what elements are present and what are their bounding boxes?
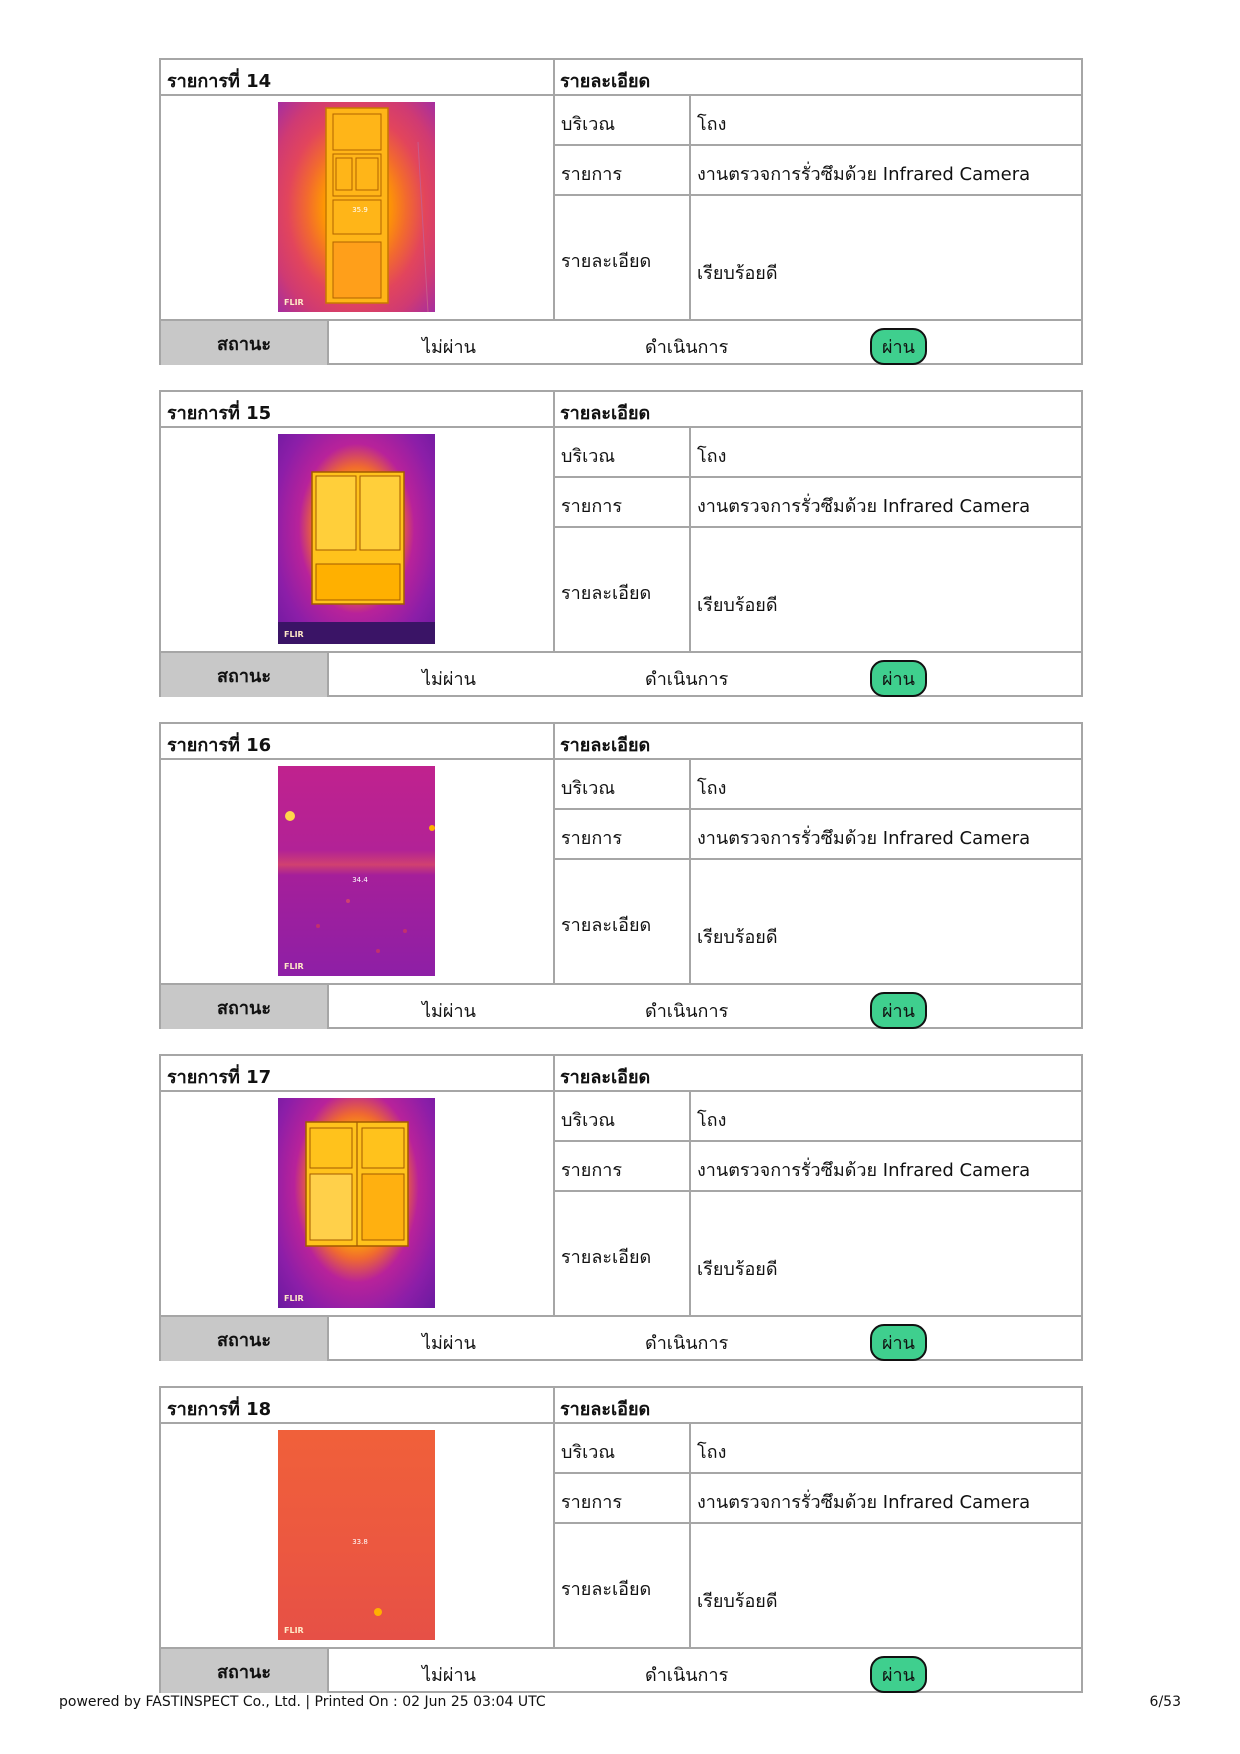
thermal-image[interactable] — [278, 102, 435, 312]
item-header-row — [161, 392, 1081, 428]
status-label: สถานะ — [161, 653, 329, 697]
inspection-item-17 — [159, 1054, 1083, 1361]
status-row — [161, 1647, 1081, 1693]
detail-label: รายละเอียด — [561, 583, 652, 604]
status-label: สถานะ — [161, 321, 329, 365]
area-row — [555, 428, 1081, 478]
status-option-fail[interactable]: ไม่ผ่าน — [422, 1001, 476, 1022]
status-option-pass-selected[interactable]: ผ่าน — [870, 1324, 927, 1361]
status-option-pass-selected[interactable]: ผ่าน — [870, 1656, 927, 1693]
detail-label: รายละเอียด — [561, 915, 652, 936]
status-option-pass-selected[interactable]: ผ่าน — [870, 992, 927, 1029]
page-number: 6/53 — [1149, 1694, 1181, 1710]
thermal-image[interactable] — [278, 434, 435, 644]
item-row — [555, 1142, 1081, 1192]
footer-credit: powered by FASTINSPECT Co., Ltd. | Printed On : 02 Jun 25 03:04 UTC — [59, 1694, 546, 1710]
inspection-item-18 — [159, 1386, 1083, 1693]
area-label: บริเวณ — [561, 446, 616, 467]
detail-header: รายละเอียด — [560, 735, 651, 756]
status-option-fail[interactable]: ไม่ผ่าน — [422, 1333, 476, 1354]
status-option-pass-selected[interactable]: ผ่าน — [870, 660, 927, 697]
area-label: บริเวณ — [561, 114, 616, 135]
thermal-photo-cell — [161, 1092, 553, 1315]
area-row — [555, 760, 1081, 810]
item-title: รายการที่ 15 — [167, 403, 272, 424]
detail-value: เรียบร้อยดี — [697, 1591, 778, 1612]
item-title: รายการที่ 17 — [167, 1067, 272, 1088]
spot-temp-readout: 34.4 — [352, 876, 368, 884]
detail-table — [555, 1424, 1081, 1647]
item-value: งานตรวจการรั่วซึมด้วย Infrared Camera — [697, 1492, 1031, 1513]
detail-value: เรียบร้อยดี — [697, 263, 778, 284]
area-row — [555, 1424, 1081, 1474]
thermal-photo-cell — [161, 96, 553, 319]
item-title: รายการที่ 16 — [167, 735, 272, 756]
item-header-row — [161, 60, 1081, 96]
area-row — [555, 1092, 1081, 1142]
status-option-fail[interactable]: ไม่ผ่าน — [422, 337, 476, 358]
status-option-in-progress[interactable]: ดำเนินการ — [645, 1333, 729, 1354]
detail-label: รายละเอียด — [561, 1579, 652, 1600]
status-option-fail[interactable]: ไม่ผ่าน — [422, 1665, 476, 1686]
area-value: โถง — [697, 1110, 727, 1131]
area-label: บริเวณ — [561, 778, 616, 799]
detail-label: รายละเอียด — [561, 1247, 652, 1268]
thermal-image[interactable] — [278, 766, 435, 976]
status-label: สถานะ — [161, 1649, 329, 1693]
flir-logo: FLIR — [284, 1626, 304, 1635]
inspection-item-16 — [159, 722, 1083, 1029]
flir-logo: FLIR — [284, 630, 304, 639]
item-row — [555, 1474, 1081, 1524]
item-value: งานตรวจการรั่วซึมด้วย Infrared Camera — [697, 1160, 1031, 1181]
status-row — [161, 651, 1081, 697]
item-row — [555, 146, 1081, 196]
item-label: รายการ — [561, 828, 622, 849]
status-row — [161, 1315, 1081, 1361]
area-label: บริเวณ — [561, 1110, 616, 1131]
item-value: งานตรวจการรั่วซึมด้วย Infrared Camera — [697, 828, 1031, 849]
item-title: รายการที่ 18 — [167, 1399, 272, 1420]
item-row — [555, 810, 1081, 860]
status-option-in-progress[interactable]: ดำเนินการ — [645, 337, 729, 358]
thermal-photo-cell — [161, 1424, 553, 1647]
status-option-pass-selected[interactable]: ผ่าน — [870, 328, 927, 365]
status-option-in-progress[interactable]: ดำเนินการ — [645, 1665, 729, 1686]
inspection-item-14 — [159, 58, 1083, 365]
item-value: งานตรวจการรั่วซึมด้วย Infrared Camera — [697, 164, 1031, 185]
item-label: รายการ — [561, 496, 622, 517]
item-header-row — [161, 1388, 1081, 1424]
status-option-fail[interactable]: ไม่ผ่าน — [422, 669, 476, 690]
area-value: โถง — [697, 114, 727, 135]
detail-row — [555, 528, 1081, 651]
inspection-item-15 — [159, 390, 1083, 697]
item-header-row — [161, 724, 1081, 760]
detail-header: รายละเอียด — [560, 1399, 651, 1420]
item-label: รายการ — [561, 1160, 622, 1181]
flir-logo: FLIR — [284, 962, 304, 971]
detail-row — [555, 1524, 1081, 1647]
detail-header: รายละเอียด — [560, 71, 651, 92]
status-row — [161, 319, 1081, 365]
status-option-in-progress[interactable]: ดำเนินการ — [645, 1001, 729, 1022]
item-row — [555, 478, 1081, 528]
area-row — [555, 96, 1081, 146]
detail-label: รายละเอียด — [561, 251, 652, 272]
thermal-image[interactable] — [278, 1430, 435, 1640]
detail-row — [555, 1192, 1081, 1315]
thermal-photo-cell — [161, 428, 553, 651]
detail-table — [555, 760, 1081, 983]
status-label: สถานะ — [161, 1317, 329, 1361]
item-title: รายการที่ 14 — [167, 71, 272, 92]
detail-table — [555, 428, 1081, 651]
thermal-photo-cell — [161, 760, 553, 983]
detail-table — [555, 1092, 1081, 1315]
status-row — [161, 983, 1081, 1029]
area-value: โถง — [697, 1442, 727, 1463]
detail-value: เรียบร้อยดี — [697, 1259, 778, 1280]
item-label: รายการ — [561, 1492, 622, 1513]
spot-temp-readout: 35.9 — [352, 206, 368, 214]
spot-temp-readout: 33.8 — [352, 1538, 368, 1546]
detail-header: รายละเอียด — [560, 1067, 651, 1088]
area-value: โถง — [697, 778, 727, 799]
area-value: โถง — [697, 446, 727, 467]
detail-value: เรียบร้อยดี — [697, 927, 778, 948]
item-label: รายการ — [561, 164, 622, 185]
item-header-row — [161, 1056, 1081, 1092]
item-value: งานตรวจการรั่วซึมด้วย Infrared Camera — [697, 496, 1031, 517]
detail-table — [555, 96, 1081, 319]
flir-logo: FLIR — [284, 1294, 304, 1303]
thermal-image[interactable] — [278, 1098, 435, 1308]
area-label: บริเวณ — [561, 1442, 616, 1463]
detail-row — [555, 860, 1081, 983]
detail-row — [555, 196, 1081, 319]
flir-logo: FLIR — [284, 298, 304, 307]
status-label: สถานะ — [161, 985, 329, 1029]
status-option-in-progress[interactable]: ดำเนินการ — [645, 669, 729, 690]
detail-header: รายละเอียด — [560, 403, 651, 424]
detail-value: เรียบร้อยดี — [697, 595, 778, 616]
